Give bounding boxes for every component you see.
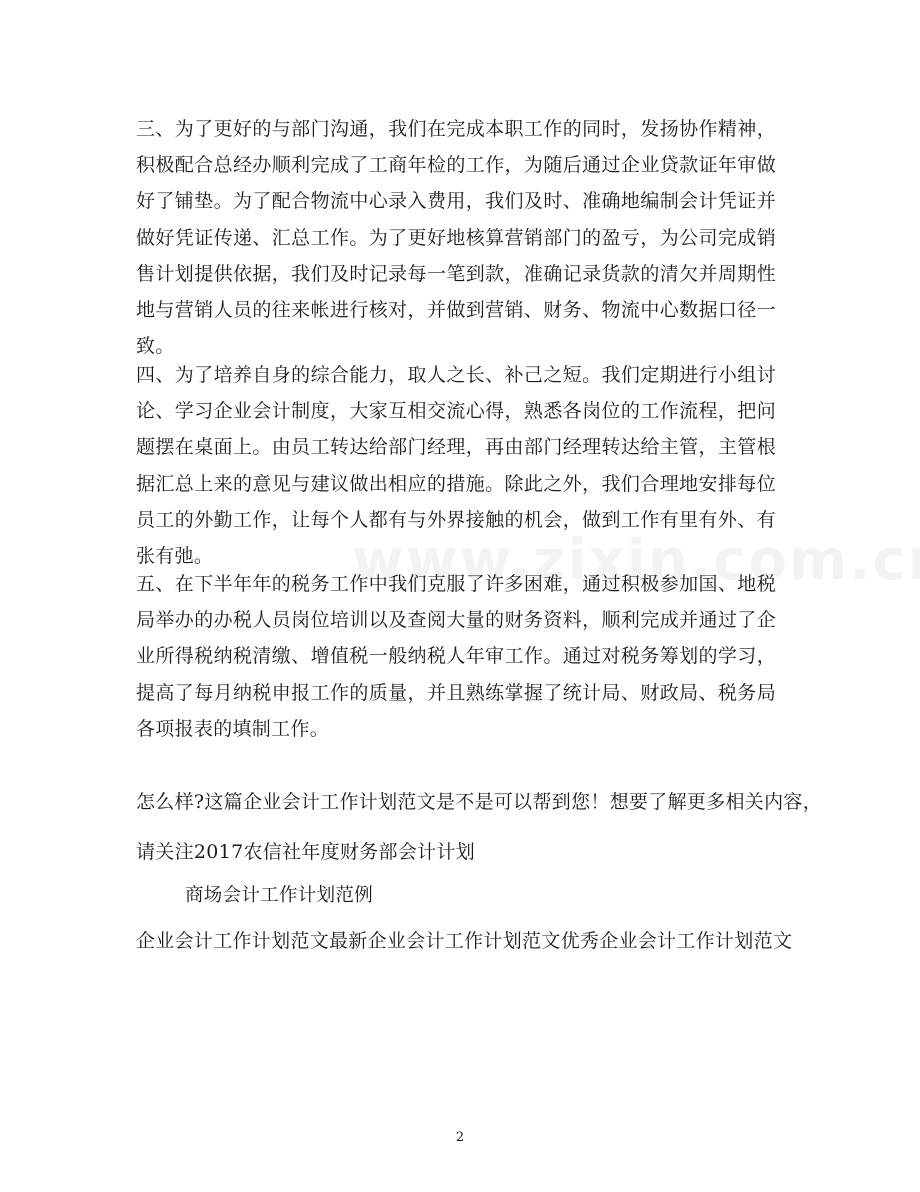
related-links[interactable]: 企业会计工作计划范文最新企业会计工作计划范文优秀企业会计工作计划范文 <box>136 930 793 952</box>
paragraph-3: 三、为了更好的与部门沟通，我们在完成本职工作的同时，发扬协作精神，积极配合总经办顺利完成了工商年检的工作，为随后通过企业贷款证年审做好了铺垫。为了配合物流中心录入费用，我们及时、准确地编制会计凭证并做好凭证传递、汇总工作。为了更好地核算营销部门的盈亏，为公司完成销售计划提供依据，我们及时记录每一笔到款，准确记录货款的清欠并周期性地与营销人员的往来帐进行核对，并做到营销、财务、物流中心数据口径一致。 <box>136 118 776 358</box>
page-number: 2 <box>455 1130 465 1145</box>
follow-prompt-link[interactable]: 请关注2017农信社年度财务部会计计划 <box>136 841 476 863</box>
paragraph-4: 四、为了培养自身的综合能力，取人之长、补己之短。我们定期进行小组讨论、学习企业会计制度，大家互相交流心得，熟悉各岗位的工作流程，把问题摆在桌面上。由员工转达给部门经理，再由部门经理转达给主管，主管根据汇总上来的意见与建议做出相应的措施。除此之外，我们合理地安排每位员工的外勤工作，让每个人都有与外界接触的机会，做到工作有里有外、有张有弛。 <box>136 364 776 568</box>
closing-question: 怎么样?这篇企业会计工作计划范文是不是可以帮到您！想要了解更多相关内容， <box>136 791 822 813</box>
related-title-link[interactable]: 商场会计工作计划范例 <box>185 885 374 906</box>
paragraph-5: 五、在下半年年的税务工作中我们克服了许多困难，通过积极参加国、地税局举办的办税人员岗位培训以及查阅大量的财务资料，顺利完成并通过了企业所得税纳税清缴、增值税一般纳税人年审工作。通过对税务筹划的学习，提高了每月纳税申报工作的质量，并且熟练掌握了统计局、财政局、税务局各项报表的填制工作。 <box>136 573 776 740</box>
